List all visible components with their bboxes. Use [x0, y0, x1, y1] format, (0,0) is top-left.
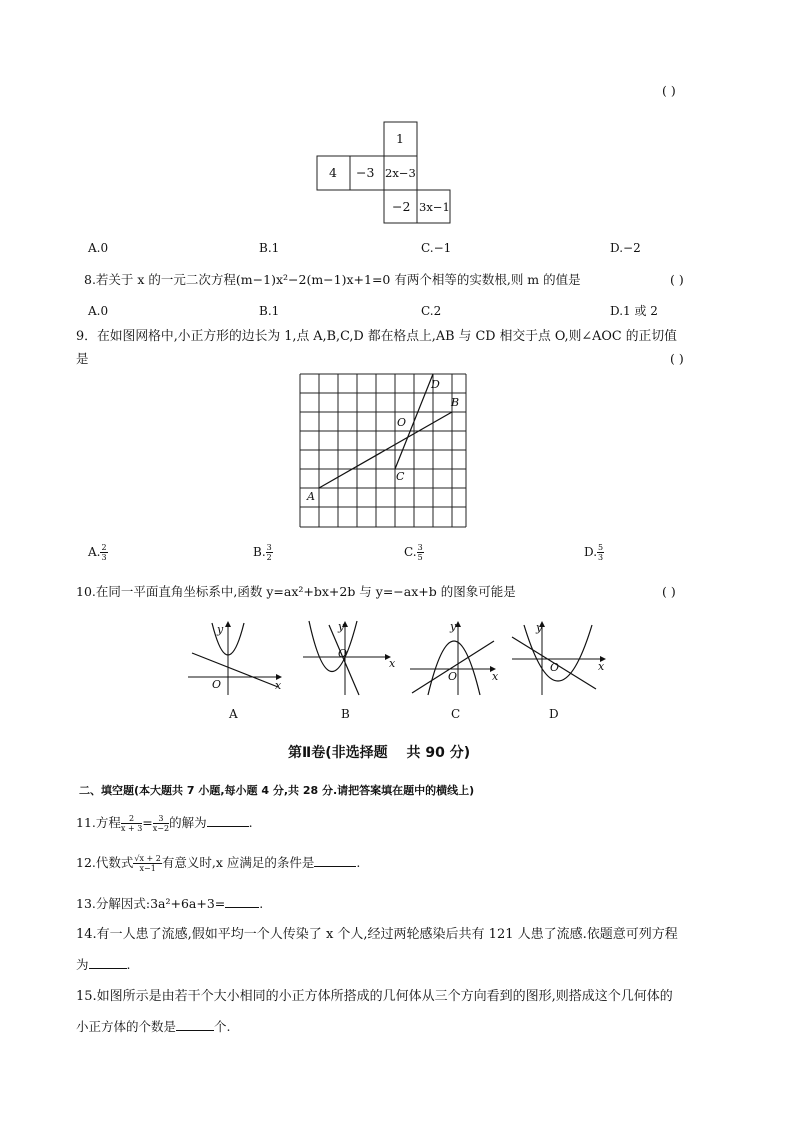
graph-a-svg — [186, 617, 286, 697]
fraction: $\frac{√x + 2}{x-1}$ — [134, 854, 161, 873]
q8-answer-paren: ( ) — [670, 272, 684, 287]
fraction: $\frac{3}{5}$ — [417, 543, 423, 562]
point-c-label: C — [396, 470, 405, 483]
q10-stem: 10.在同一平面直角坐标系中,函数 y=ax²+bx+2b 与 y=−ax+b 的图象可能是 — [76, 584, 516, 599]
graph-c-x-label: x — [492, 670, 499, 683]
q10-answer-paren: ( ) — [662, 584, 676, 599]
q10-graph-c-label: C — [451, 707, 461, 721]
q7-option-b[interactable]: B.1 — [259, 241, 280, 255]
point-o-label: O — [397, 416, 407, 429]
q12-answer-blank[interactable] — [314, 855, 356, 867]
graph-b-origin-label: O — [338, 647, 348, 660]
q12: 12.代数式 $\frac{√x + 2}{x-1}$ 有意义时,x 应满足的条件是 . — [76, 854, 361, 873]
q7-option-c[interactable]: C.−1 — [421, 241, 452, 255]
graph-a-x-label: x — [275, 679, 282, 692]
graph-b-y-label: y — [338, 620, 345, 633]
q14-line2: 为 . — [76, 957, 131, 972]
q8-option-c[interactable]: C.2 — [421, 304, 442, 318]
q8-option-d[interactable]: D.1 或 2 — [610, 304, 658, 318]
net-cell-4: 4 — [329, 165, 337, 180]
q8-option-a[interactable]: A.0 — [88, 304, 109, 318]
q10-graph-d-label: D — [549, 707, 559, 721]
graph-d-y-label: y — [536, 621, 543, 634]
q9-stem-line1: 9．在如图网格中,小正方形的边长为 1,点 A,B,C,D 都在格点上,AB 与 CD 相交于点 O,则∠AOC 的正切值 — [76, 329, 677, 344]
section2-title: 第Ⅱ卷(非选择题 共 90 分) — [288, 745, 471, 761]
fraction: $\frac{5}{3}$ — [598, 543, 604, 562]
q9-option-c[interactable]: C. $\frac{3}{5}$ — [404, 543, 423, 562]
q9-answer-paren: ( ) — [670, 351, 684, 366]
net-cell-neg2: −2 — [392, 199, 411, 214]
q15-line1: 15.如图所示是由若干个大小相同的小正方体所搭成的几何体从三个方向看到的图形,则搭成这个几何体的 — [76, 989, 673, 1004]
graph-b-svg — [301, 617, 401, 697]
point-b-label: B — [451, 396, 460, 409]
q9-option-a[interactable]: A. $\frac{2}{3}$ — [88, 543, 107, 562]
q9-stem-line2: 是 — [76, 351, 89, 366]
fraction: $\frac{2}{3}$ — [101, 543, 107, 562]
q8-option-b[interactable]: B.1 — [259, 304, 280, 318]
q11: 11.方程 $\frac{2}{x + 3}$ = $\frac{3}{x-2}$ 的解为 . — [76, 814, 253, 833]
graph-d-svg — [510, 617, 610, 697]
section2-heading: 二、填空题(本大题共 7 小题,每小题 4 分,共 28 分.请把答案填在题中的横线上) — [79, 784, 475, 797]
fraction: $\frac{3}{2}$ — [266, 543, 272, 562]
q11-answer-blank[interactable] — [207, 815, 249, 827]
point-d-label: D — [431, 378, 440, 391]
graph-d-origin-label: O — [550, 661, 560, 674]
q9-option-d[interactable]: D. $\frac{5}{3}$ — [584, 543, 604, 562]
graph-c-origin-label: O — [448, 670, 458, 683]
grid-svg — [298, 372, 470, 530]
q7-option-a[interactable]: A.0 — [88, 241, 109, 255]
q13-answer-blank[interactable] — [225, 896, 259, 908]
fraction: $\frac{2}{x + 3}$ — [120, 814, 143, 833]
graph-d-x-label: x — [598, 660, 605, 673]
graph-b-x-label: x — [389, 657, 396, 670]
q7-answer-paren: ( ) — [662, 83, 676, 98]
grid-lines — [300, 374, 466, 527]
q9-grid-figure — [298, 372, 470, 534]
q15-line2: 小正方体的个数是 个. — [76, 1019, 231, 1034]
graph-c-y-label: y — [450, 620, 457, 633]
net-cell-2x-3: 2x−3 — [385, 166, 416, 180]
net-cell-3x-1: 3x−1 — [419, 200, 450, 214]
q14-line1: 14.有一人患了流感,假如平均一个人传染了 x 个人,经过两轮感染后共有 121 人患了流感.依题意可列方程 — [76, 927, 678, 942]
net-cell-1: 1 — [396, 131, 404, 146]
q14-answer-blank[interactable] — [89, 957, 127, 969]
q9-option-b[interactable]: B. $\frac{3}{2}$ — [253, 543, 272, 562]
graph-a-origin-label: O — [212, 678, 222, 691]
q15-answer-blank[interactable] — [176, 1019, 214, 1031]
q10-graph-a[interactable] — [186, 617, 286, 701]
q7-option-d[interactable]: D.−2 — [610, 241, 641, 255]
q10-graph-c[interactable] — [408, 617, 500, 701]
q10-graph-b-label: B — [341, 707, 350, 721]
fraction: $\frac{3}{x-2}$ — [152, 814, 170, 833]
point-a-label: A — [307, 490, 315, 503]
q7-cube-net — [316, 121, 456, 229]
net-cell-neg3: −3 — [356, 165, 375, 180]
q8-stem: 8.若关于 x 的一元二次方程(m−1)x²−2(m−1)x+1=0 有两个相等的实数根,则 m 的值是 — [84, 272, 581, 287]
graph-a-y-label: y — [217, 623, 224, 636]
q13: 13.分解因式:3a²+6a+3= . — [76, 896, 264, 911]
q10-graph-b[interactable] — [301, 617, 401, 701]
q10-graph-a-label: A — [229, 707, 238, 721]
q10-graph-d[interactable] — [510, 617, 610, 701]
